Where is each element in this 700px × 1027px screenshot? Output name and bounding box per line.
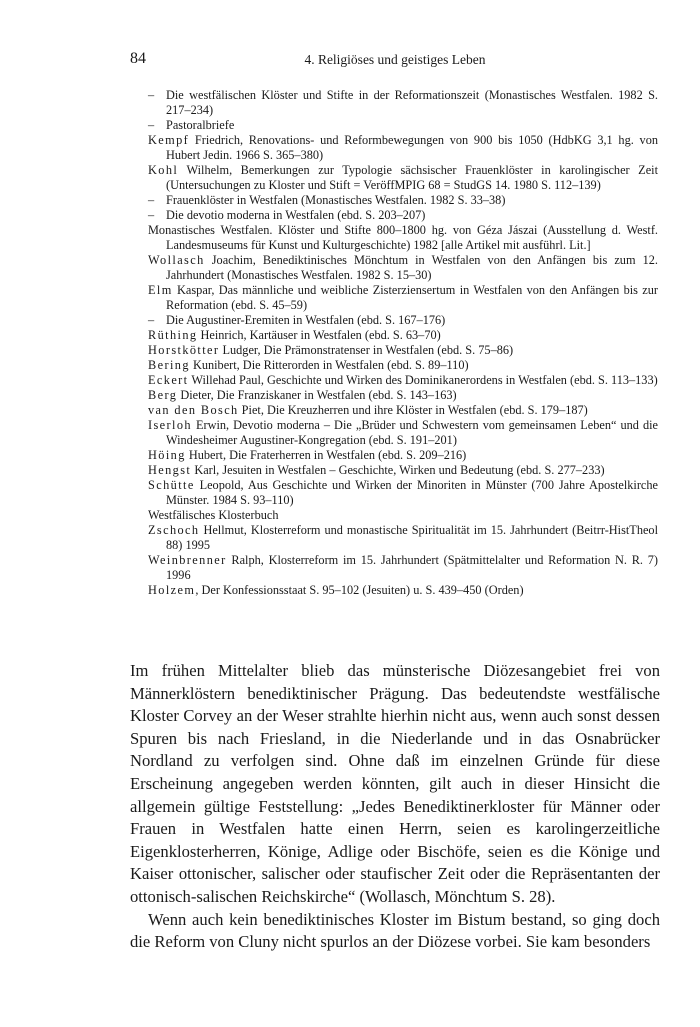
- entry-text: Leopold, Aus Geschichte und Wirken der Minoriten in Münster (700 Jahre Apostelkirche Münster. 1984 S. 93–110): [166, 478, 658, 507]
- bibliography-entry: [148, 313, 658, 328]
- entry-text: Kunibert, Die Ritterorden in Westfalen (ebd. S. 89–110): [189, 358, 469, 372]
- entry-text: Hubert, Die Fraterherren in Westfalen (ebd. S. 209–216): [185, 448, 467, 462]
- continuation-dash: –: [148, 118, 155, 132]
- entry-text: Ludger, Die Prämonstratenser in Westfalen (ebd. S. 75–86): [219, 343, 514, 357]
- entry-text: Ralph, Klosterreform im 15. Jahrhundert (Spätmittelalter und Reformation N. R. 7) 1996: [166, 553, 658, 582]
- entry-author: Iserloh: [148, 418, 192, 432]
- running-title: 4. Religiöses und geistiges Leben: [304, 52, 486, 67]
- bibliography-entry: [148, 553, 658, 583]
- entry-author: Eckert: [148, 373, 189, 387]
- entry-text: Westfälisches Klosterbuch: [148, 508, 279, 522]
- entry-text: Dieter, Die Franziskaner in Westfalen (ebd. S. 143–163): [177, 388, 457, 402]
- entry-text: Wilhelm, Bemerkungen zur Typologie sächsischer Frauenklöster in karolingischer Zeit (Untersuchungen zu Kloster und Stift = VeröffMPIG 68 = StudGS 14. 1980 S. 112–139): [166, 163, 658, 192]
- entry-author: Kohl: [148, 163, 179, 177]
- bibliography-entry: [148, 253, 658, 283]
- entry-author: Weinbrenner: [148, 553, 227, 567]
- bibliography-entry: [148, 133, 658, 163]
- entry-author: Schütte: [148, 478, 195, 492]
- entry-text: Piet, Die Kreuzherren und ihre Klöster in Westfalen (ebd. S. 179–187): [238, 403, 588, 417]
- entry-text: Erwin, Devotio moderna – Die „Brüder und Schwestern vom gemeinsamen Leben“ und die Windesheimer Augustiner-Kongregation (ebd. S. 191–201): [166, 418, 658, 447]
- bibliography-entry: [148, 223, 658, 253]
- entry-text: Pastoralbriefe: [166, 118, 235, 132]
- entry-text: Hellmut, Klosterreform und monastische Spiritualität im 15. Jahrhundert (Beitrr-HistTheol 88) 1995: [166, 523, 658, 552]
- bibliography-entry: [148, 283, 658, 313]
- continuation-dash: –: [148, 193, 155, 207]
- entry-author: Kempf: [148, 133, 190, 147]
- entry-text: Die westfälischen Klöster und Stifte in der Reformationszeit (Monastisches Westfalen. 1982 S. 217–234): [166, 88, 658, 117]
- bibliography-entry: [148, 388, 658, 403]
- entry-author: Höing: [148, 448, 186, 462]
- entry-text: Willehad Paul, Geschichte und Wirken des Dominikanerordens in Westfalen (ebd. S. 113–133): [188, 373, 658, 387]
- bibliography-entry: [148, 373, 658, 388]
- entry-text: Frauenklöster in Westfalen (Monastisches Westfalen. 1982 S. 33–38): [166, 193, 506, 207]
- entry-author: Berg: [148, 388, 178, 402]
- entry-text: Friedrich, Renovations- und Reformbewegungen von 900 bis 1050 (HdbKG 3,1 hg. von Hubert Jedin. 1966 S. 365–380): [166, 133, 658, 162]
- bibliography-entry: [148, 523, 658, 553]
- entry-author: Horstkötter: [148, 343, 220, 357]
- entry-author: Hengst: [148, 463, 192, 477]
- page-number: 84: [130, 50, 146, 67]
- entry-author: Rüthing: [148, 328, 198, 342]
- page-header: [130, 50, 660, 72]
- bibliography-entry: [148, 418, 658, 448]
- entry-author: Zschoch: [148, 523, 200, 537]
- entry-text: Kaspar, Das männliche und weibliche Zisterziensertum in Westfalen von den Anfängen bis zur Reformation (ebd. S. 45–59): [166, 283, 658, 312]
- bibliography-entry: [148, 583, 658, 598]
- bibliography-entry: [148, 478, 658, 508]
- entry-text: Die Augustiner-Eremiten in Westfalen (ebd. S. 167–176): [166, 313, 446, 327]
- continuation-dash: –: [148, 208, 155, 222]
- entry-text: Die devotio moderna in Westfalen (ebd. S. 203–207): [166, 208, 426, 222]
- bibliography-entry: [148, 448, 658, 463]
- bibliography-entry: [148, 163, 658, 193]
- entry-text: Karl, Jesuiten in Westfalen – Geschichte, Wirken und Bedeutung (ebd. S. 277–233): [191, 463, 605, 477]
- bibliography-entry: [148, 88, 658, 118]
- entry-text: Heinrich, Kartäuser in Westfalen (ebd. S. 63–70): [197, 328, 441, 342]
- bibliography-entry: [148, 358, 658, 373]
- bibliography-list: [148, 88, 658, 598]
- body-paragraph: Im frühen Mittelalter blieb das münsterische Diözesangebiet frei von Männerklöstern benediktinischer Prägung. Das bedeutendste westfälische Kloster Corvey an der Weser strahlte hierhin nicht aus, wenn auch sonst dessen Spuren bis nach Friesland, in die Niederlande und in das Osnabrücker Nordland zu verfolgen sind. Ohne daß im einzelnen Gründe für diese Erscheinung angegeben werden könnten, gilt auch in dieser Hinsicht die allgemein gültige Feststellung: „Jedes Benediktinerkloster für Männer oder Frauen in Westfalen hatte einen Herrn, seien es karolingerzeitliche Eigenklosterherren, Könige, Adlige oder Bischöfe, seien es die Könige und Kaiser ottonischer, salischer oder staufischer Zeit oder die Repräsentanten der ottonisch-salischen Reichskirche“ (Wollasch, Mönchtum S. 28).: [130, 661, 660, 906]
- entry-text: Monastisches Westfalen. Klöster und Stifte 800–1800 hg. von Géza Jászai (Ausstellung d. Westf. Landesmuseums für Kunst und Kulturgeschichte) 1982 [alle Artikel mit ausführl. Lit.]: [148, 223, 658, 252]
- body-text: [130, 660, 660, 954]
- entry-text: , Der Konfessionsstaat S. 95–102 (Jesuiten) u. S. 439–450 (Orden): [195, 583, 524, 597]
- bibliography-entry: [148, 343, 658, 358]
- bibliography-entry: [148, 208, 658, 223]
- bibliography-entry: [148, 328, 658, 343]
- entry-author: Holzem: [148, 583, 196, 597]
- entry-text: Joachim, Benediktinisches Mönchtum in Westfalen von den Anfängen bis zum 12. Jahrhundert (Monastisches Westfalen. 1982 S. 15–30): [166, 253, 658, 282]
- bibliography-entry: [148, 508, 658, 523]
- entry-author: Elm: [148, 283, 173, 297]
- bibliography-entry: [148, 403, 658, 418]
- entry-author: Bering: [148, 358, 190, 372]
- continuation-dash: –: [148, 313, 155, 327]
- body-paragraph: Wenn auch kein benediktinisches Kloster im Bistum bestand, so ging doch die Reform von Cluny nicht spurlos an der Diözese vorbei. Sie kam besonders: [130, 909, 660, 952]
- bibliography-entry: [148, 118, 658, 133]
- bibliography-entry: [148, 463, 658, 478]
- entry-author: Wollasch: [148, 253, 205, 267]
- continuation-dash: –: [148, 88, 155, 102]
- entry-author: van den Bosch: [148, 403, 239, 417]
- bibliography-entry: [148, 193, 658, 208]
